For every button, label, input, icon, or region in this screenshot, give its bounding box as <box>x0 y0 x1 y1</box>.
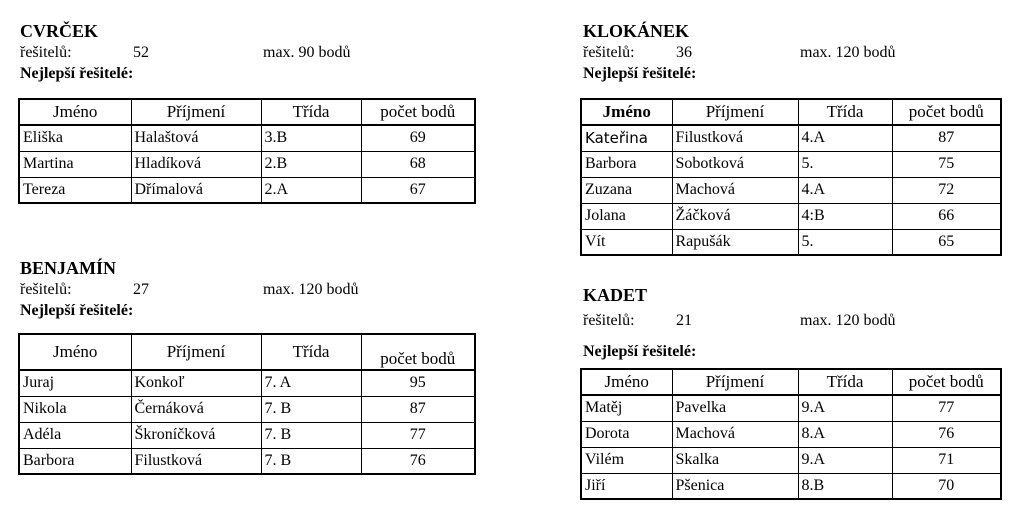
cell-points: 75 <box>892 151 1001 177</box>
cell-class: 2.B <box>261 151 361 177</box>
cell-name: Zuzana <box>581 177 672 203</box>
col-header-class: Třída <box>261 334 361 370</box>
cell-points: 87 <box>892 125 1001 151</box>
col-header-surname: Příjmení <box>672 99 798 125</box>
cell-points: 71 <box>892 447 1001 473</box>
best-solvers-heading: Nejlepší řešitelé: <box>20 302 134 319</box>
cell-class: 4:B <box>798 203 892 229</box>
cell-points: 72 <box>892 177 1001 203</box>
col-header-name: Jméno <box>581 99 672 125</box>
table-row <box>19 396 475 422</box>
cell-surname: Filustková <box>131 448 261 474</box>
solvers-row <box>583 42 1003 64</box>
cell-class: 8.A <box>798 421 892 447</box>
table-row <box>581 421 1001 447</box>
solvers-label: řešitelů: <box>583 44 635 61</box>
cell-points: 68 <box>361 151 475 177</box>
results-table-benjamin <box>18 333 476 475</box>
table-row <box>581 473 1001 499</box>
cell-surname: Hladíková <box>131 151 261 177</box>
category-title: CVRČEK <box>20 21 99 41</box>
table-row <box>581 151 1001 177</box>
solvers-count: 27 <box>133 281 149 298</box>
table-row <box>19 422 475 448</box>
cell-surname: Žáčková <box>672 203 798 229</box>
results-table-cvrcek <box>18 98 476 204</box>
cell-name: Eliška <box>19 125 131 151</box>
best-solvers-heading: Nejlepší řešitelé: <box>583 343 697 360</box>
col-header-class: Třída <box>798 99 892 125</box>
cell-surname: Sobotková <box>672 151 798 177</box>
cell-points: 76 <box>892 421 1001 447</box>
cell-surname: Halaštová <box>131 125 261 151</box>
cell-name: Jolana <box>581 203 672 229</box>
cell-name: Matěj <box>581 395 672 421</box>
cell-name: Nikola <box>19 396 131 422</box>
table-row <box>19 151 475 177</box>
cell-name: Barbora <box>19 448 131 474</box>
col-header-class: Třída <box>798 369 892 395</box>
solvers-label: řešitelů: <box>583 312 635 329</box>
cell-points: 77 <box>361 422 475 448</box>
cell-class: 9.A <box>798 395 892 421</box>
col-header-surname: Příjmení <box>131 99 261 125</box>
col-header-points: počet bodů <box>892 369 1001 395</box>
cell-class: 5. <box>798 229 892 255</box>
cell-name: Vít <box>581 229 672 255</box>
max-points: max. 120 bodů <box>800 312 896 329</box>
col-header-points: počet bodů <box>361 99 475 125</box>
table-row <box>581 229 1001 255</box>
table-row <box>19 177 475 203</box>
cell-surname: Černáková <box>131 396 261 422</box>
category-title: BENJAMÍN <box>20 258 117 278</box>
cell-class: 2.A <box>261 177 361 203</box>
cell-points: 77 <box>892 395 1001 421</box>
col-header-surname: Příjmení <box>672 369 798 395</box>
cell-name: Barbora <box>581 151 672 177</box>
max-points: max. 90 bodů <box>263 44 351 61</box>
cell-points: 65 <box>892 229 1001 255</box>
cell-class: 7. B <box>261 448 361 474</box>
solvers-count: 36 <box>676 44 692 61</box>
section-cvrcek <box>20 20 480 84</box>
cell-points: 87 <box>361 396 475 422</box>
cell-class: 9.A <box>798 447 892 473</box>
cell-surname: Pšenica <box>672 473 798 499</box>
cell-name: Kateřina <box>581 125 672 151</box>
best-solvers-heading: Nejlepší řešitelé: <box>583 65 697 82</box>
table-row <box>581 177 1001 203</box>
cell-points: 69 <box>361 125 475 151</box>
table-row <box>19 370 475 396</box>
cell-surname: Skalka <box>672 447 798 473</box>
max-points: max. 120 bodů <box>800 44 896 61</box>
section-kadet <box>583 284 1003 362</box>
cell-name: Tereza <box>19 177 131 203</box>
cell-name: Martina <box>19 151 131 177</box>
col-header-surname: Příjmení <box>131 334 261 370</box>
results-table-kadet <box>580 368 1002 500</box>
cell-surname: Rapušák <box>672 229 798 255</box>
cell-class: 7. A <box>261 370 361 396</box>
category-title: KLOKÁNEK <box>583 21 690 41</box>
cell-surname: Dřímalová <box>131 177 261 203</box>
cell-name: Juraj <box>19 370 131 396</box>
solvers-count: 52 <box>133 44 149 61</box>
col-header-points: počet bodů <box>361 334 475 370</box>
category-title: KADET <box>583 285 648 305</box>
cell-class: 4.A <box>798 177 892 203</box>
cell-name: Adéla <box>19 422 131 448</box>
cell-class: 7. B <box>261 396 361 422</box>
cell-name: Jiří <box>581 473 672 499</box>
cell-surname: Filustková <box>672 125 798 151</box>
cell-name: Vilém <box>581 447 672 473</box>
cell-surname: Machová <box>672 177 798 203</box>
cell-class: 8.B <box>798 473 892 499</box>
table-row <box>581 447 1001 473</box>
cell-surname: Pavelka <box>672 395 798 421</box>
solvers-row <box>583 310 1003 332</box>
solvers-label: řešitelů: <box>20 44 72 61</box>
col-header-points: počet bodů <box>892 99 1001 125</box>
cell-points: 67 <box>361 177 475 203</box>
col-header-name: Jméno <box>19 334 131 370</box>
cell-class: 7. B <box>261 422 361 448</box>
col-header-class: Třída <box>261 99 361 125</box>
cell-points: 70 <box>892 473 1001 499</box>
table-row <box>19 448 475 474</box>
cell-class: 3.B <box>261 125 361 151</box>
cell-points: 95 <box>361 370 475 396</box>
table-row <box>19 125 475 151</box>
section-klokanek <box>583 20 1003 84</box>
cell-name: Dorota <box>581 421 672 447</box>
table-row <box>581 203 1001 229</box>
cell-points: 76 <box>361 448 475 474</box>
cell-class: 4.A <box>798 125 892 151</box>
solvers-count: 21 <box>676 312 692 329</box>
col-header-name: Jméno <box>19 99 131 125</box>
table-row <box>581 125 1001 151</box>
solvers-row <box>20 279 480 301</box>
solvers-label: řešitelů: <box>20 281 72 298</box>
cell-surname: Škroníčková <box>131 422 261 448</box>
solvers-row <box>20 42 480 64</box>
cell-class: 5. <box>798 151 892 177</box>
col-header-name: Jméno <box>581 369 672 395</box>
best-solvers-heading: Nejlepší řešitelé: <box>20 65 134 82</box>
results-table-klokanek <box>580 98 1002 256</box>
cell-surname: Konkoľ <box>131 370 261 396</box>
cell-surname: Machová <box>672 421 798 447</box>
table-row <box>581 395 1001 421</box>
max-points: max. 120 bodů <box>263 281 359 298</box>
cell-points: 66 <box>892 203 1001 229</box>
section-benjamin <box>20 257 480 321</box>
